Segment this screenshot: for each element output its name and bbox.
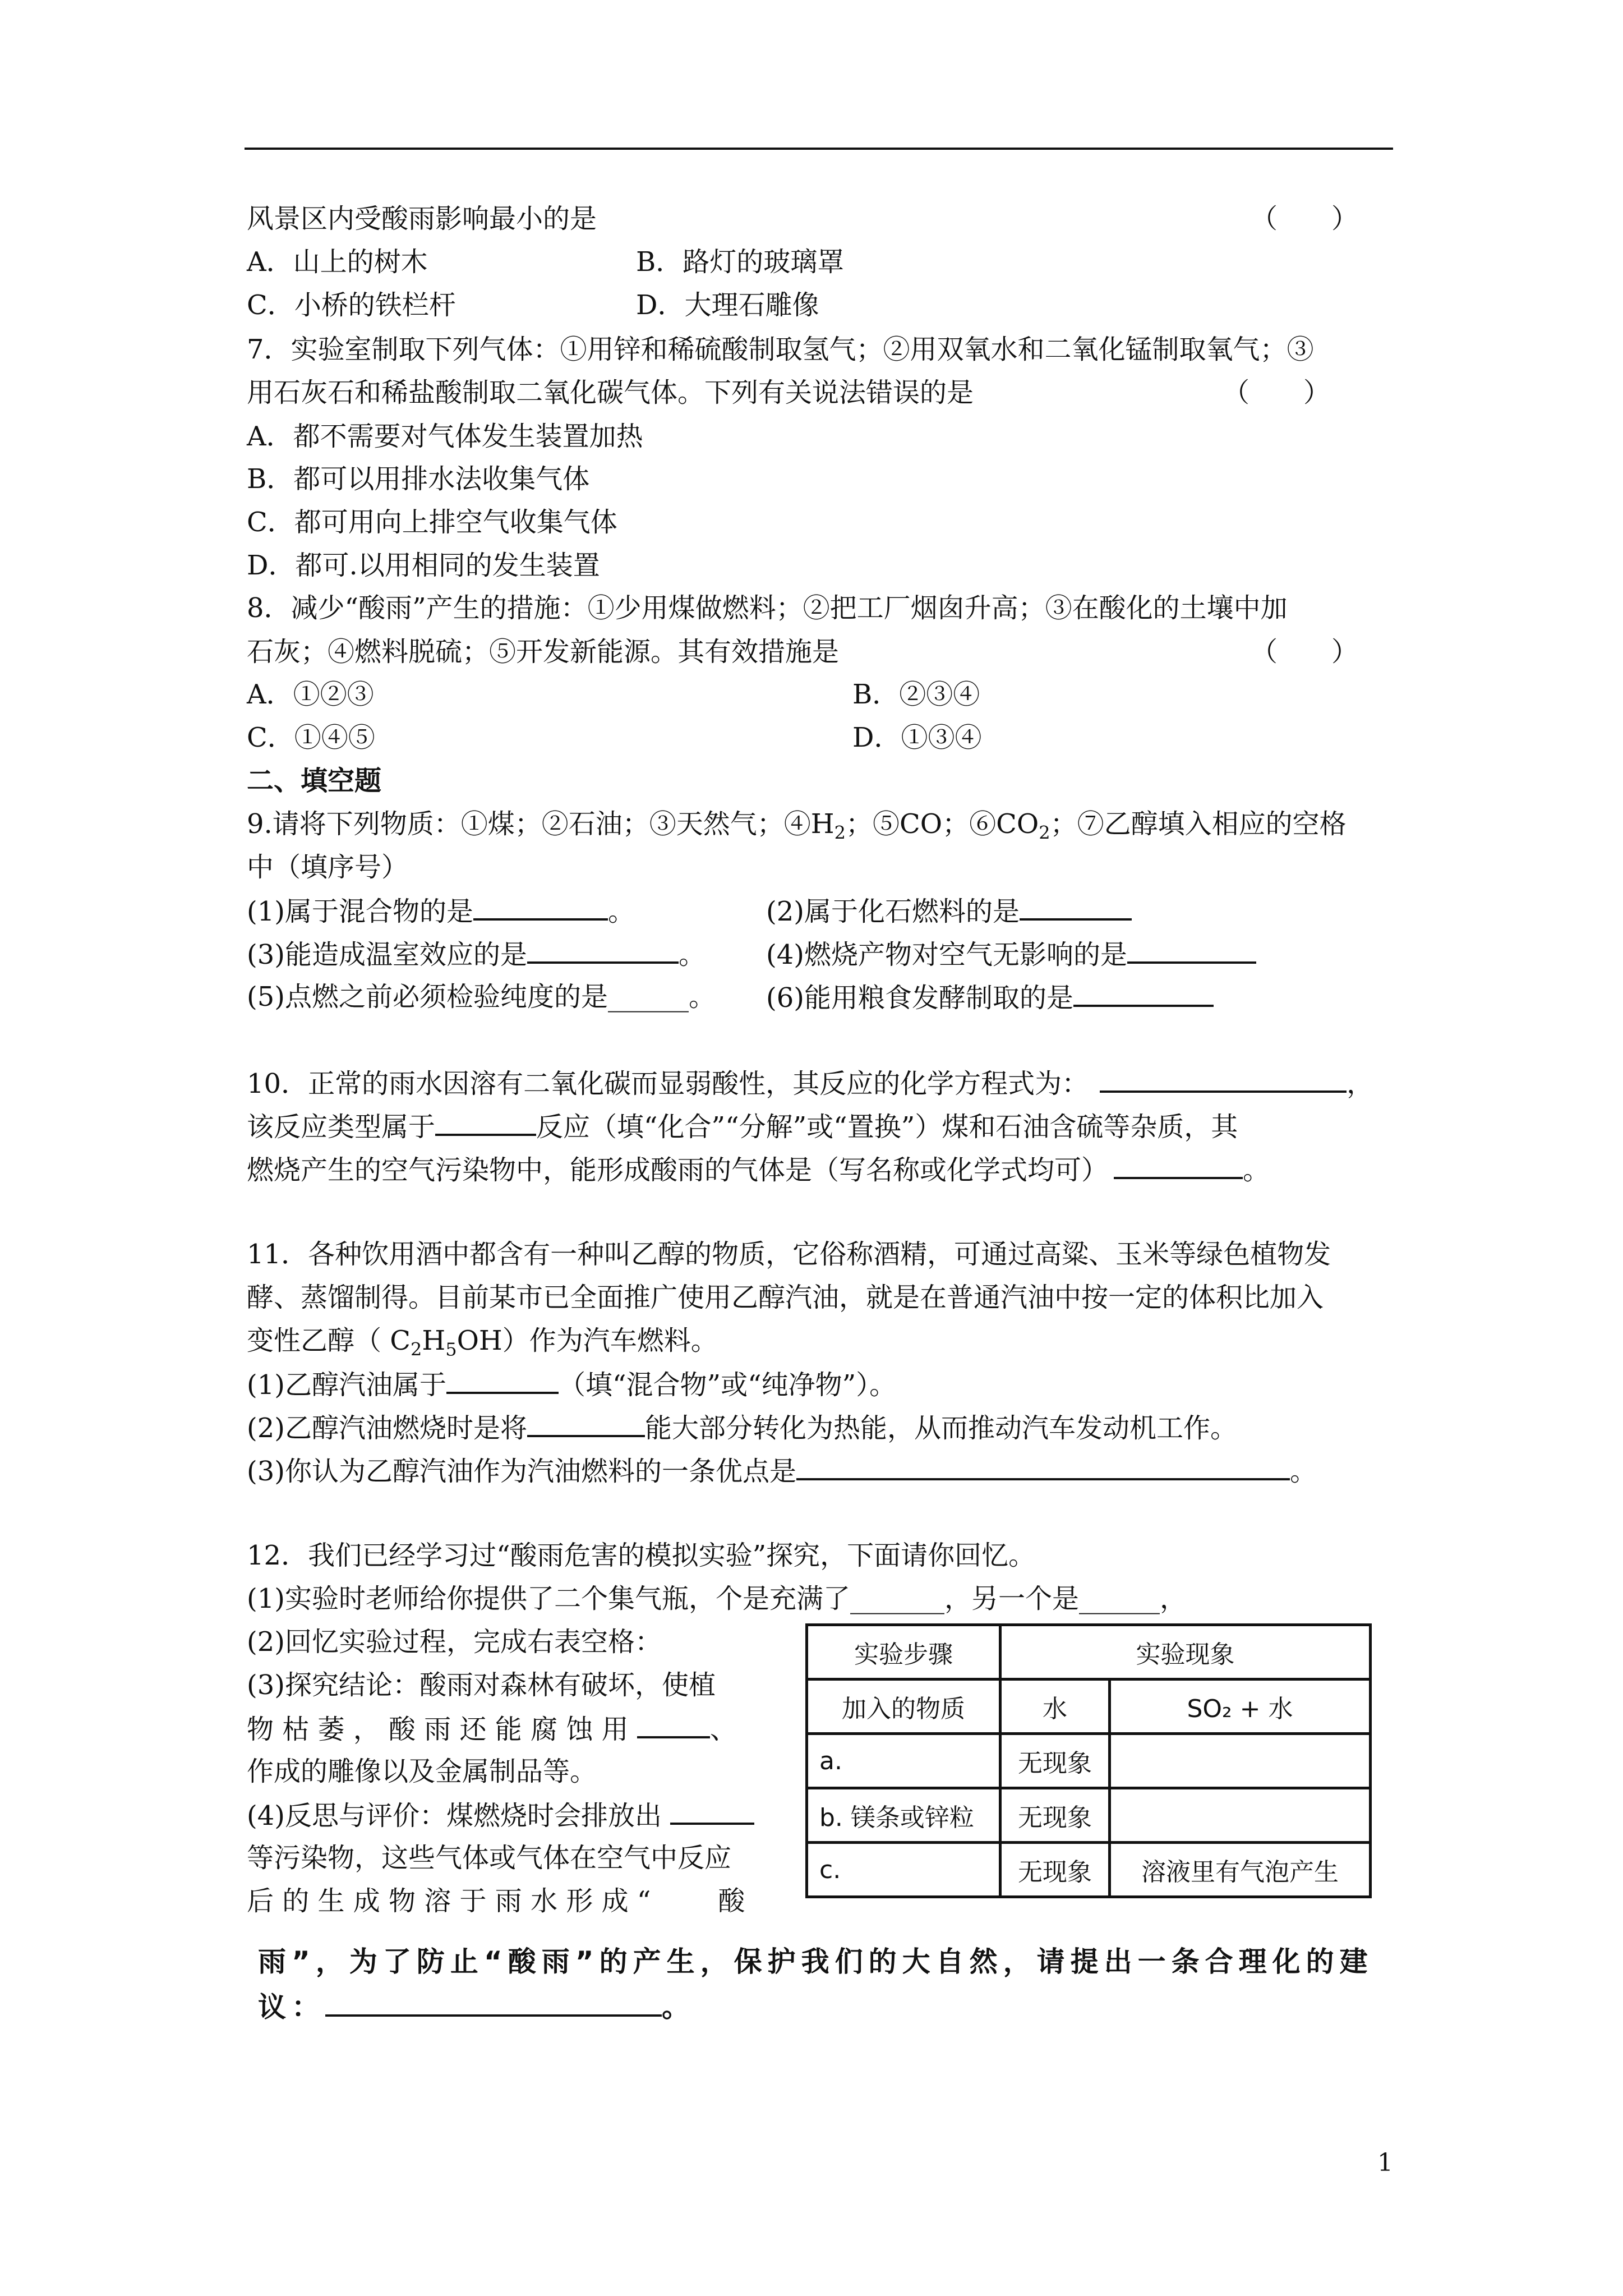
table-header-water: 水 [1000,1680,1110,1734]
q7-option-d: D．都可.以用相同的发生装置 [247,550,600,581]
q11-blank3[interactable] [796,1452,1290,1480]
q6-answer-paren: （ ） [1251,203,1359,234]
q8-option-b: B．②③④ [852,679,980,710]
table-header-step: 实验步骤 [807,1625,1000,1680]
q9-part2: (2)属于化石燃料的是 [766,892,1132,930]
q12-part3c: 作成的雕像以及金属制品等。 [247,1756,597,1787]
q10-blank-equation[interactable] [1100,1065,1347,1093]
q9-blank2[interactable] [1020,892,1132,921]
q9-blank6[interactable] [1073,979,1214,1007]
table-cell-water: 无现象 [1000,1843,1110,1897]
q11-blank1[interactable] [446,1366,559,1394]
q8-answer-paren: （ ） [1251,636,1359,668]
q6-option-c: C．小桥的铁栏杆 [247,289,456,321]
q7-answer-paren: （ ） [1223,377,1331,408]
q12-blank-pollutant[interactable] [670,1797,754,1825]
q6-option-a: A．山上的树木 [247,246,428,278]
q11-part2: (2)乙醇汽油燃烧时是将 能大部分转化为热能，从而推动汽车发动机工作。 [247,1409,1237,1446]
table-row [807,1625,1371,1680]
q11-part3: (3)你认为乙醇汽油作为汽油燃料的一条优点是 。 [247,1452,1317,1489]
q9-line2: 中（填序号） [247,852,409,883]
q9-part6: (6)能用粮食发酵制取的是 [766,979,1214,1016]
table-header-phenomenon: 实验现象 [1000,1625,1371,1680]
table-row [807,1680,1371,1734]
q12-part2: (2)回忆实验过程，完成右表空格： [247,1626,662,1658]
q7-line1: 7．实验室制取下列气体：①用锌和稀硫酸制取氢气；②用双氧水和二氧化锰制取氧气；③ [247,334,1314,365]
q10-blank-gas[interactable] [1114,1151,1243,1179]
table-cell-step: a. [807,1734,1000,1788]
table-row [807,1788,1371,1843]
q11-part1: (1)乙醇汽油属于 （填“混合物”或“纯净物”）。 [247,1366,896,1403]
q12-part4b: 等污染物，这些气体或气体在空气中反应 [247,1842,732,1874]
q11-line1: 11．各种饮用酒中都含有一种叫乙醇的物质，它俗称酒精，可通过高粱、玉米等绿色植物发 [247,1239,1331,1270]
q8-option-c: C．①④⑤ [247,722,375,753]
q10-line3: 燃烧产生的空气污染物中，能形成酸雨的气体是（写名称或化学式均可） 。 [247,1151,1270,1188]
section-title: 二、填空题 [247,765,382,797]
q8-option-a: A．①②③ [247,679,374,710]
q9-blank3[interactable] [527,936,679,964]
table-row [807,1734,1371,1788]
table-cell-water: 无现象 [1000,1788,1110,1843]
q9-line1: 9.请将下列物质：①煤；②石油；③天然气；$④H_2$；⑤CO；$⑥CO_2$；⑦乙醇填入相应的空格 [247,808,1347,844]
q12-part4d: 雨”，为了防止“酸雨”的产生，保护我们的大自然，请提出一条合理化的建 [258,1945,1373,1978]
q8-line1: 8．减少“酸雨”产生的措施：①少用煤做燃料；②把工厂烟囱升高；③在酸化的土壤中加 [247,592,1288,624]
q6-option-d: D．大理石雕像 [636,289,819,321]
q12-part4c: 后 的 生 成 物 溶 于 雨 水 形 成 “ 酸 [247,1885,745,1917]
q7-option-c: C．都可用向上排空气收集气体 [247,507,617,538]
q9-part1: (1)属于混合物的是 。 [247,892,635,930]
q11-blank2[interactable] [527,1409,645,1437]
q12-blank-material[interactable] [637,1710,710,1738]
q11-line3: 变性乙醇（ $C_2H_5OH$）作为汽车燃料。 [247,1325,718,1360]
table-cell-so2: 溶液里有气泡产生 [1110,1843,1371,1897]
q12-part4e: 议： 。 [258,1989,695,2025]
table-cell-step: b. 镁条或锌粒 [807,1788,1000,1843]
table-cell-so2[interactable] [1110,1788,1371,1843]
q9-part3: (3)能造成温室效应的是 。 [247,936,706,973]
q6-stem: 风景区内受酸雨影响最小的是 [247,203,597,234]
q12-blank-suggestion[interactable] [325,1989,662,2017]
q12-part1: (1)实验时老师给你提供了二个集气瓶，个是充满了_______，另一个是______， [247,1583,1187,1614]
table-header-added: 加入的物质 [807,1680,1000,1734]
table-header-so2: SO₂ + 水 [1110,1680,1371,1734]
q12-part3b: 物 枯 萎 ， 酸 雨 还 能 腐 蚀 用 、 [247,1710,737,1747]
q10-line1: 10．正常的雨水因溶有二氧化碳而显弱酸性，其反应的化学方程式为： ， [247,1065,1373,1102]
q7-line2: 用石灰石和稀盐酸制取二氧化碳气体。下列有关说法错误的是 [247,377,974,408]
q12-part4a: (4)反思与评价：煤燃烧时会排放出 [247,1797,754,1834]
q12-part3a: (3)探究结论：酸雨对森林有破坏，使植 [247,1669,716,1701]
q9-part5: (5)点燃之前必须检验纯度的是______。 [247,981,716,1013]
table-cell-so2[interactable] [1110,1734,1371,1788]
q9-part4: (4)燃烧产物对空气无影响的是 [766,936,1256,973]
q11-line2: 酵、蒸馏制得。目前某市已全面推广使用乙醇汽油，就是在普通汽油中按一定的体积比加入 [247,1282,1324,1313]
table-row [807,1843,1371,1897]
page-number: 1 [1377,2148,1393,2177]
q10-line2: 该反应类型属于 反应（填“化合”“分解”或“置换”）煤和石油含硫等杂质，其 [247,1108,1238,1145]
q9-blank1[interactable] [473,892,608,921]
q10-blank-type[interactable] [435,1108,536,1136]
q12-line1: 12．我们已经学习过“酸雨危害的模拟实验”探究，下面请你回忆。 [247,1540,1036,1571]
table-cell-step: c. [807,1843,1000,1897]
q8-line2: 石灰；④燃料脱硫；⑤开发新能源。其有效措施是 [247,636,840,668]
experiment-table [805,1623,1372,1898]
table-cell-water: 无现象 [1000,1734,1110,1788]
q8-option-d: D．①③④ [852,722,982,753]
q7-option-a: A．都不需要对气体发生装置加热 [247,421,643,452]
q6-option-b: B．路灯的玻璃罩 [636,246,845,278]
q7-option-b: B．都可以用排水法收集气体 [247,463,590,495]
header-rule [245,148,1393,150]
q9-blank4[interactable] [1127,936,1256,964]
